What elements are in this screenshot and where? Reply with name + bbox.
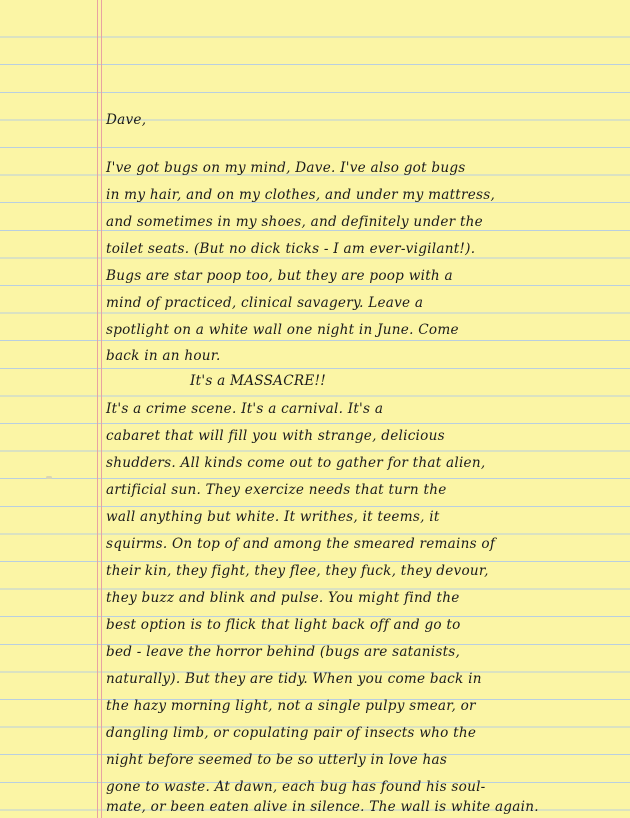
letter-line: shudders. All kinds come out to gather for that alien, <box>106 455 486 471</box>
letter-line: toilet seats. (But no dick ticks - I am ever-vigilant!). <box>106 241 476 257</box>
letter-line: Bugs are star poop too, but they are poop with a <box>106 268 453 284</box>
letter-line: they buzz and blink and pulse. You might find the <box>106 590 460 606</box>
letter-line: back in an hour. <box>106 348 221 364</box>
salutation: Dave, <box>106 112 147 128</box>
letter-line: their kin, they fight, they flee, they fuck, they devour, <box>106 563 489 579</box>
letter-line: dangling limb, or copulating pair of insects who the <box>106 725 477 741</box>
letter-line: mind of practiced, clinical savagery. Leave a <box>106 295 424 311</box>
letter-emphasis-line: It's a MASSACRE!! <box>190 373 326 389</box>
letter-line: wall anything but white. It writhes, it teems, it <box>106 509 440 525</box>
letter-line: spotlight on a white wall one night in June. Come <box>106 322 459 338</box>
letter-line: and sometimes in my shoes, and definitely under the <box>106 214 483 230</box>
letter-line: I've got bugs on my mind, Dave. I've also got bugs <box>106 160 466 176</box>
letter-line: in my hair, and on my clothes, and under my mattress, <box>106 187 496 203</box>
letter-line: artificial sun. They exercize needs that turn the <box>106 482 447 498</box>
letter-line: cabaret that will fill you with strange, delicious <box>106 428 445 444</box>
letter-line: gone to waste. At dawn, each bug has found his soul- <box>106 779 486 795</box>
letter-line: night before seemed to be so utterly in love has <box>106 752 448 768</box>
letter-line: squirms. On top of and among the smeared remains of <box>106 536 496 552</box>
letter-line: the hazy morning light, not a single pulpy smear, or <box>106 698 476 714</box>
letter-line: It's a crime scene. It's a carnival. It's a <box>106 401 384 417</box>
letter-line: naturally). But they are tidy. When you come back in <box>106 671 482 687</box>
letter-line: bed - leave the horror behind (bugs are satanists, <box>106 644 461 660</box>
letter-line: best option is to flick that light back off and go to <box>106 617 461 633</box>
letter-line: mate, or been eaten alive in silence. The wall is white again. <box>106 799 539 815</box>
